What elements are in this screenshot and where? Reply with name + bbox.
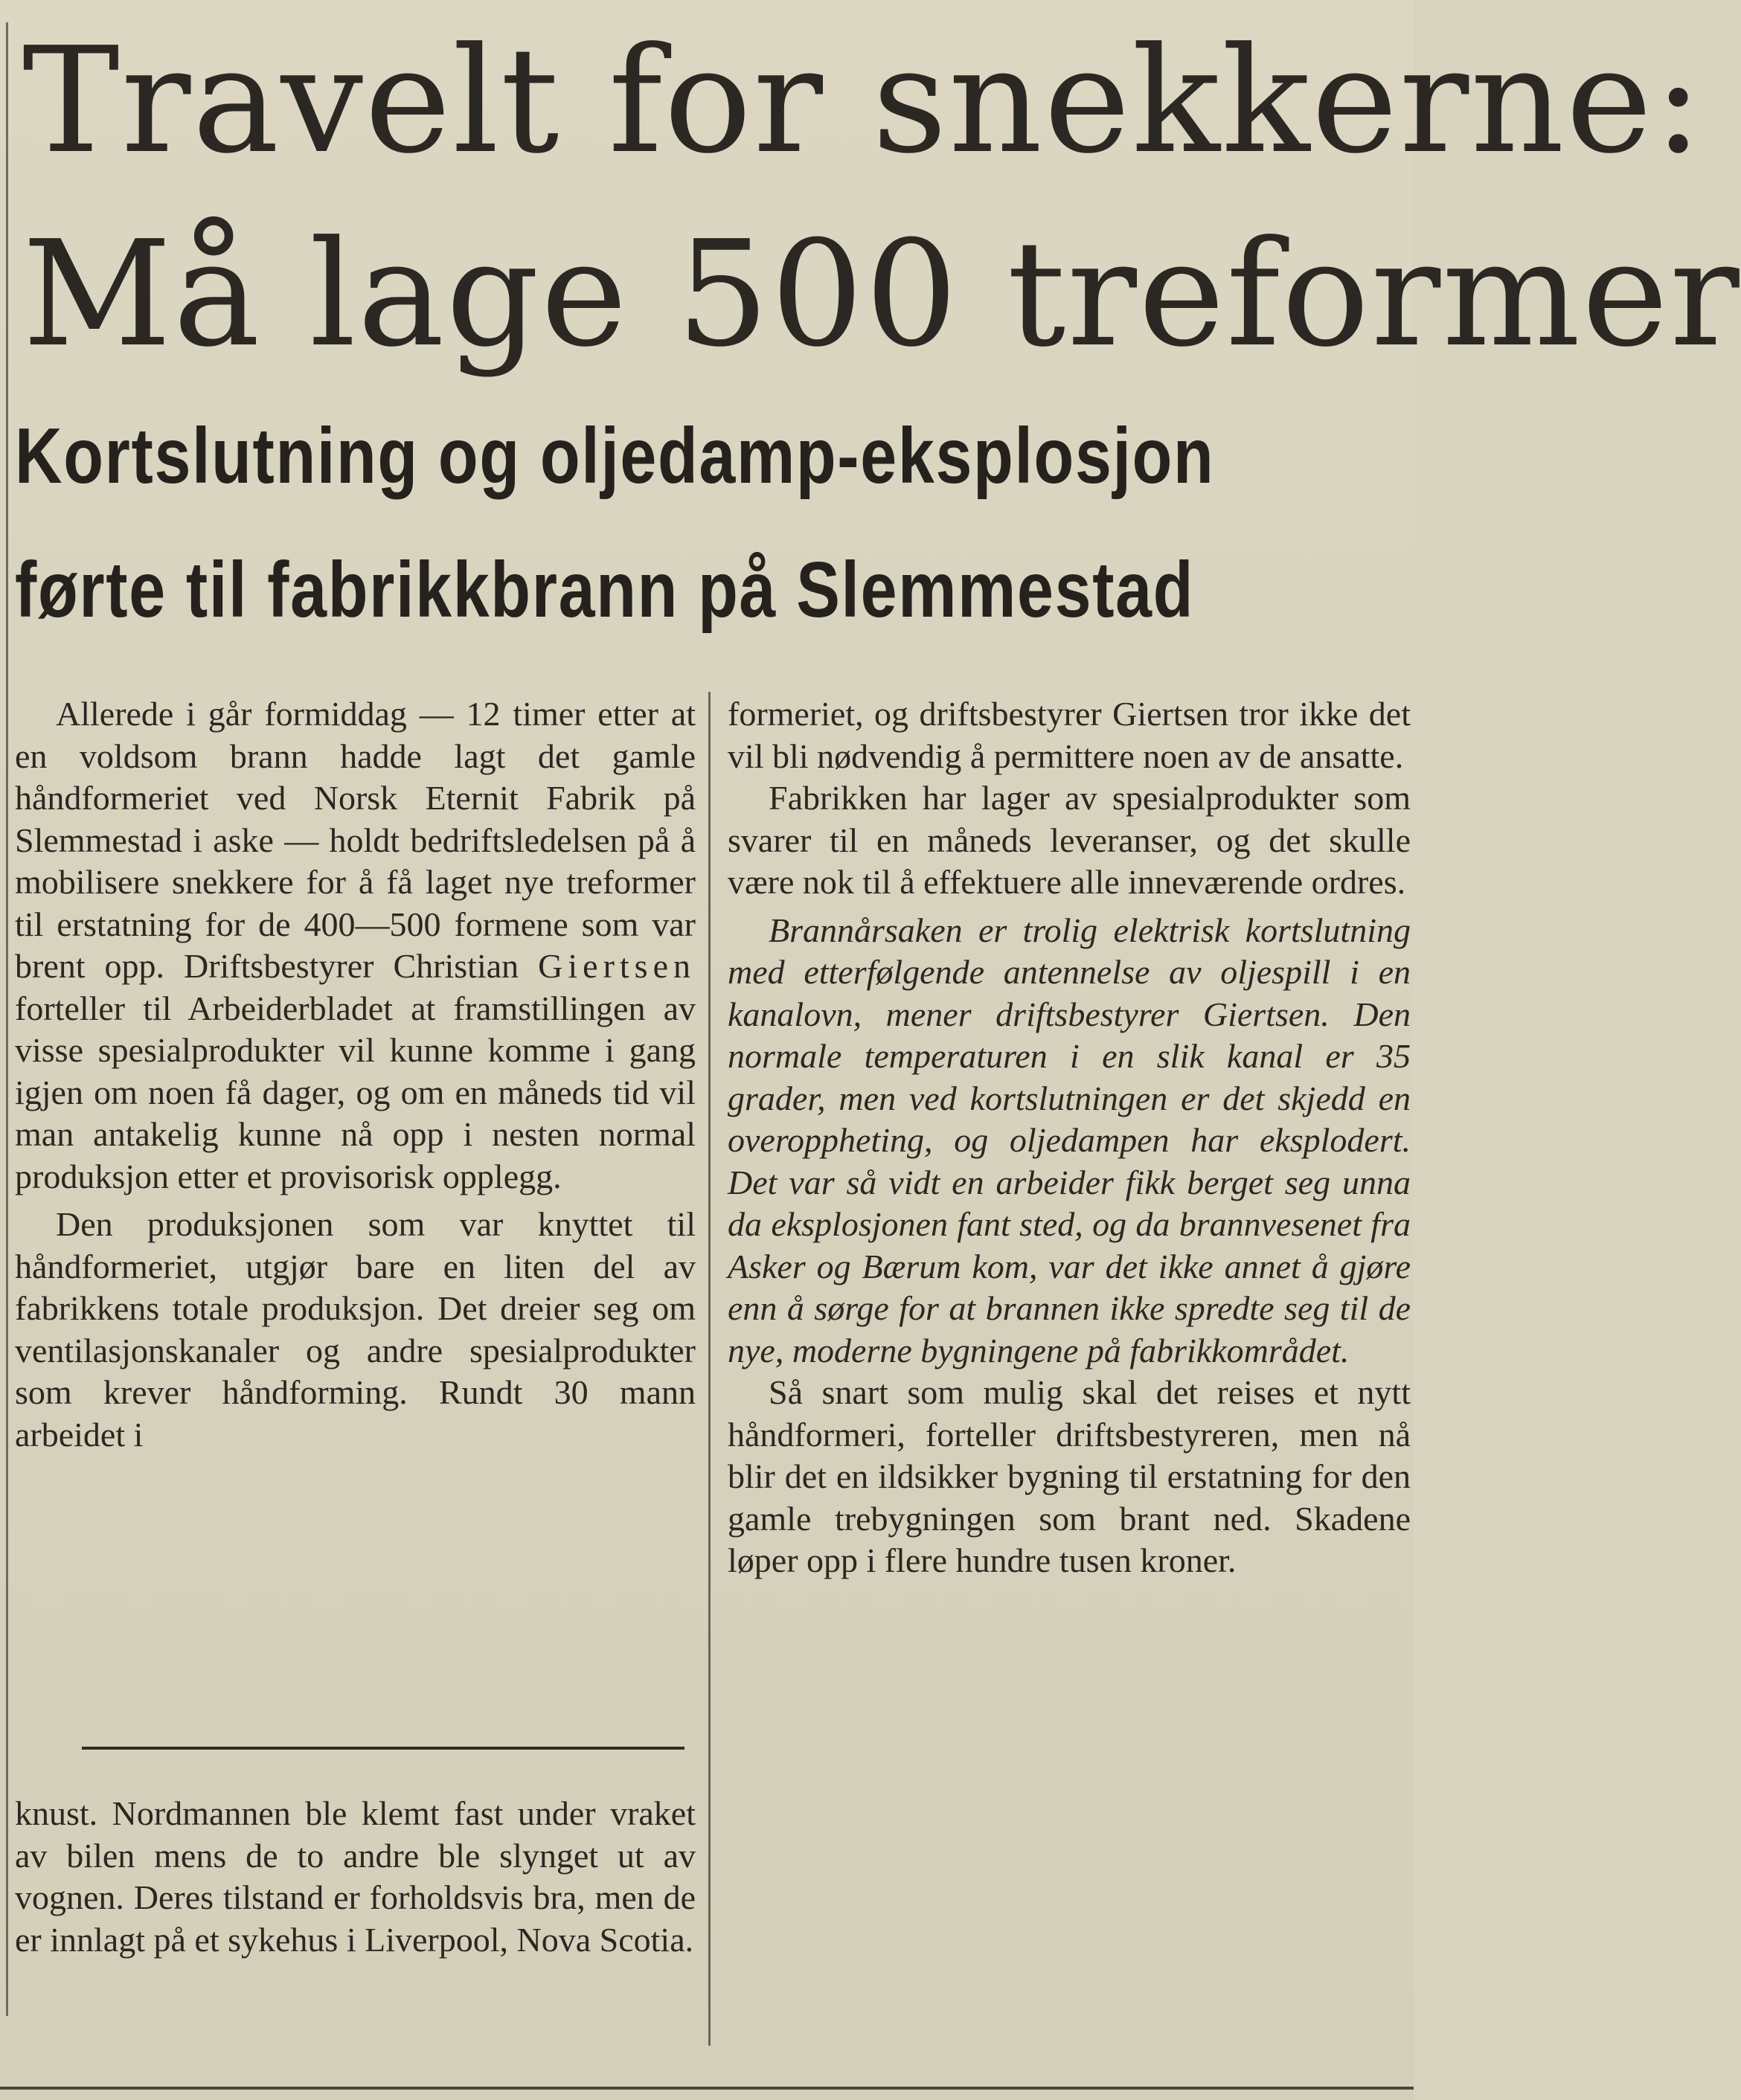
article-left-bottom bbox=[15, 1793, 696, 1961]
article-paragraph: Fabrikken har lager av spesialprodukter som svarer til en måneds leveranser, og det skulle være nok til å effektuere alle inneværende ordres. bbox=[728, 779, 1411, 901]
story-separator-rule bbox=[82, 1747, 684, 1750]
left-edge-rule bbox=[6, 22, 8, 2016]
article-paragraph: Den produksjonen som var knyttet til håndformeriet, utgjør bare en liten del av fabrikkens totale produksjon. Det dreier seg om ventilasjonskanaler og andre spesialprodukter som krever håndforming. Rundt 30 mann arbeidet i bbox=[15, 1205, 696, 1454]
article-left-column bbox=[15, 693, 696, 1456]
paragraph-text: Allerede i går formiddag — 12 timer etter at en voldsom brann hadde lagt det gamle håndformeriet ved Norsk Eternit Fabrik på Slemmestad i aske — holdt bedriftsledelsen på å mobilisere snekkere for å få laget nye treformer til erstatning for de 400—500 formene som var brent opp. Driftsbestyrer Christian bbox=[15, 695, 696, 985]
headline-line-2: Må lage 500 treformer bbox=[22, 210, 1741, 379]
bottom-rule bbox=[0, 2087, 1414, 2090]
subheadline-line-1: Kortslutning og oljedamp-eksplosjon bbox=[15, 412, 1215, 500]
column-divider bbox=[708, 692, 711, 2046]
article-paragraph-italic: Brannårsaken er trolig elektrisk kortslutning med etterfølgende antennelse av oljespill i en kanalovn, mener driftsbestyrer Giertsen. Den normale temperaturen i en slik kanal er 35 grader, men ved kortslutningen er det skjedd en overoppheting, og oljedampen har eksplodert. Det var så vidt en arbeider fikk berget seg unna da eksplosjonen fant sted, og da brannvesenet fra Asker og Bærum kom, var det ikke annet å gjøre enn å sørge for at brannen ikke spredte seg til de nye, moderne bygningene på fabrikkområdet. bbox=[728, 911, 1411, 1370]
subheadline-line-2: førte til fabrikkbrann på Slemmestad bbox=[15, 546, 1195, 634]
article-paragraph: knust. Nordmannen ble klemt fast under vraket av bilen mens de to andre ble slynget ut av vognen. Deres tilstand er forholdsvis bra, men de er innlagt på et sykehus i Liverpool, Nova Scotia. bbox=[15, 1794, 696, 1959]
article-paragraph bbox=[15, 693, 696, 1198]
article-right-column bbox=[728, 693, 1411, 1582]
paragraph-text: forteller til Arbeiderbladet at framstillingen av visse spesialprodukter vil kunne komme i gang igjen om noen få dager, og om en måneds tid vil man antakelig kunne nå opp i nesten normal produksjon etter et provisorisk opplegg. bbox=[15, 989, 696, 1195]
headline-line-1: Travelt for snekkerne: bbox=[22, 16, 1705, 186]
article-paragraph: Så snart som mulig skal det reises et nytt håndformeri, forteller driftsbestyreren, men nå blir det en ildsikker bygning til erstatning for den gamle trebygningen som brant ned. Skadene løper opp i flere hundre tusen kroner. bbox=[728, 1373, 1411, 1579]
article-paragraph: formeriet, og driftsbestyrer Giertsen tror ikke det vil bli nødvendig å permittere noen av de ansatte. bbox=[728, 695, 1411, 775]
spaced-name: Giertsen bbox=[538, 947, 696, 985]
